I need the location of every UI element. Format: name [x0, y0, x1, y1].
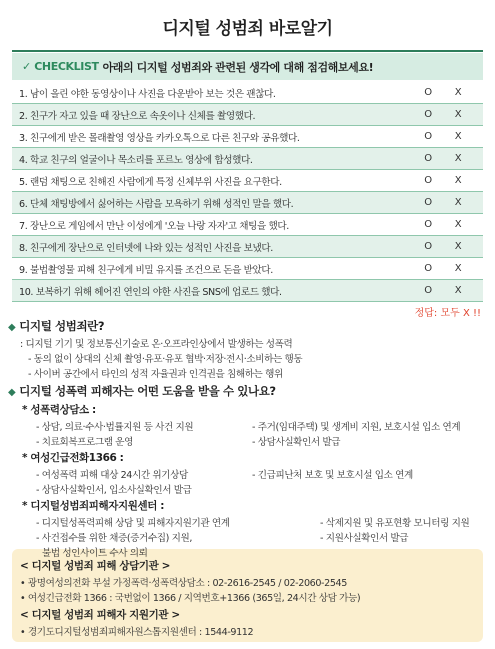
center3-title: * 디지털성범죄피해자지원센터 :: [22, 500, 165, 512]
contact-line: • 경기도디지털성범죄피해자원스톱지원센터 : 1544-9112: [20, 627, 254, 638]
center2-title: * 여성긴급전화1366 :: [22, 452, 124, 464]
checklist-keyword: ✓ CHECKLIST: [22, 60, 99, 73]
help-heading: [8, 383, 276, 399]
checklist-item-text: 3. 친구에게 받은 몰래촬영 영상을 카카오톡으로 다른 친구와 공유했다.: [19, 132, 300, 144]
center2-left-line: - 상담사실확인서, 입소사실확인서 발급: [36, 485, 192, 496]
contacts-heading-support: < 디지털 성범죄 피해자 지원기관 >: [20, 609, 180, 621]
checklist-row: [12, 192, 483, 214]
checklist-row: [12, 258, 483, 280]
center1-right-line: - 상담사실확인서 발급: [252, 437, 341, 448]
checklist-item-text: 10. 보복하기 위해 헤어진 연인의 야한 사진을 SNS에 업로드 했다.: [19, 286, 282, 298]
option-x[interactable]: X: [454, 219, 462, 230]
help-heading-text: 디지털 성폭력 피해자는 어떤 도움을 받을 수 있나요?: [19, 384, 276, 398]
definition-line: : 디지털 기기 및 정보통신기술로 온·오프라인상에서 발생하는 성폭력: [20, 339, 293, 350]
option-o[interactable]: O: [424, 109, 432, 120]
checklist-item-text: 1. 남이 올린 야한 동영상이나 사진을 다운받아 보는 것은 괜찮다.: [19, 88, 276, 100]
answer-note: 정답: 모두 X !!: [414, 308, 481, 319]
checklist-item-text: 4. 학교 친구의 얼굴이나 목소리를 포르노 영상에 합성했다.: [19, 154, 253, 166]
checklist-row: [12, 104, 483, 126]
center1-left-line: - 상담, 의료·수사·법률지원 등 사건 지원: [36, 422, 194, 433]
option-o[interactable]: O: [424, 285, 432, 296]
checklist-row: [12, 236, 483, 258]
option-o[interactable]: O: [424, 219, 432, 230]
diamond-bullet-icon: ◆: [8, 387, 16, 398]
diamond-bullet-icon: ◆: [8, 322, 16, 333]
option-x[interactable]: X: [454, 175, 462, 186]
center3-left-line: - 사건접수를 위한 채증(증거수집) 지원,: [36, 533, 193, 544]
definition-heading-text: 디지털 성범죄란?: [19, 319, 105, 333]
center2-left-line: - 여성폭력 피해 대상 24시간 위기상담: [36, 470, 188, 481]
checklist-row: [12, 170, 483, 192]
checklist-item-text: 9. 불법촬영물 피해 친구에게 비밀 유지를 조건으로 돈을 받았다.: [19, 264, 273, 276]
option-o[interactable]: O: [424, 175, 432, 186]
option-o[interactable]: O: [424, 263, 432, 274]
option-x[interactable]: X: [454, 197, 462, 208]
option-x[interactable]: X: [454, 263, 462, 274]
option-o[interactable]: O: [424, 153, 432, 164]
definition-heading: [8, 318, 104, 334]
center3-left-line: - 디지털성폭력피해 상담 및 피해자지원기관 연계: [36, 518, 230, 529]
center1-title: * 성폭력상담소 :: [22, 404, 96, 416]
checklist-row: [12, 148, 483, 170]
checklist-item-text: 8. 친구에게 장난으로 인터넷에 나와 있는 성적인 사진을 보냈다.: [19, 242, 273, 254]
option-o[interactable]: O: [424, 241, 432, 252]
checklist-table: [12, 82, 483, 302]
center1-right-line: - 주거(임대주택) 및 생계비 지원, 보호시설 입소 연계: [252, 422, 461, 433]
center1-left-line: - 치료회복프로그램 운영: [36, 437, 134, 448]
option-x[interactable]: X: [454, 109, 462, 120]
center3-left-line: 불법 성인사이트 수사 의뢰: [42, 548, 148, 559]
checklist-item-text: 7. 장난으로 게임에서 만난 이성에게 '오늘 나랑 자자'고 채팅을 했다.: [19, 220, 289, 232]
checklist-instruction: 아래의 디지털 성범죄와 관련된 생각에 대해 점검해보세요!: [102, 60, 374, 74]
option-o[interactable]: O: [424, 131, 432, 142]
option-x[interactable]: X: [454, 131, 462, 142]
option-x[interactable]: X: [454, 87, 462, 98]
checklist-row: [12, 82, 483, 104]
option-o[interactable]: O: [424, 87, 432, 98]
page-title: 디지털 성범죄 바로알기: [162, 19, 333, 39]
option-x[interactable]: X: [454, 241, 462, 252]
contact-line: • 광명여성의전화 부설 가정폭력·성폭력상담소 : 02-2616-2545 / 02-2060-2545: [20, 578, 347, 589]
option-x[interactable]: X: [454, 285, 462, 296]
definition-line: - 사이버 공간에서 타인의 성적 자율권과 인격권을 침해하는 행위: [28, 369, 283, 380]
contacts-box: [12, 549, 483, 642]
center3-right-line: - 지원사실확인서 발급: [320, 533, 409, 544]
title-divider: [12, 50, 483, 52]
center3-right-line: - 삭제지원 및 유포현황 모니터링 지원: [320, 518, 470, 529]
contact-line: • 여성긴급전화 1366 : 국번없이 1366 / 지역번호+1366 (365일, 24시간 상담 가능): [20, 593, 361, 604]
contacts-heading-counseling: < 디지털 성범죄 피해 상담기관 >: [20, 560, 170, 572]
checklist-item-text: 5. 랜덤 채팅으로 친해진 사람에게 특정 신체부위 사진을 요구한다.: [19, 176, 282, 188]
checklist-item-text: 6. 단체 채팅방에서 싫어하는 사람을 모욕하기 위해 성적인 말을 했다.: [19, 198, 294, 210]
checklist-row: [12, 126, 483, 148]
center2-right-line: - 긴급피난처 보호 및 보호시설 입소 연계: [252, 470, 413, 481]
checklist-item-text: 2. 친구가 자고 있을 때 장난으로 속옷이나 신체를 촬영했다.: [19, 110, 256, 122]
checklist-row: [12, 280, 483, 302]
checklist-row: [12, 214, 483, 236]
option-x[interactable]: X: [454, 153, 462, 164]
checklist-header: [12, 53, 483, 80]
definition-line: - 동의 없이 상대의 신체 촬영·유포·유포 협박·저장·전시·소비하는 행동: [28, 354, 303, 365]
option-o[interactable]: O: [424, 197, 432, 208]
